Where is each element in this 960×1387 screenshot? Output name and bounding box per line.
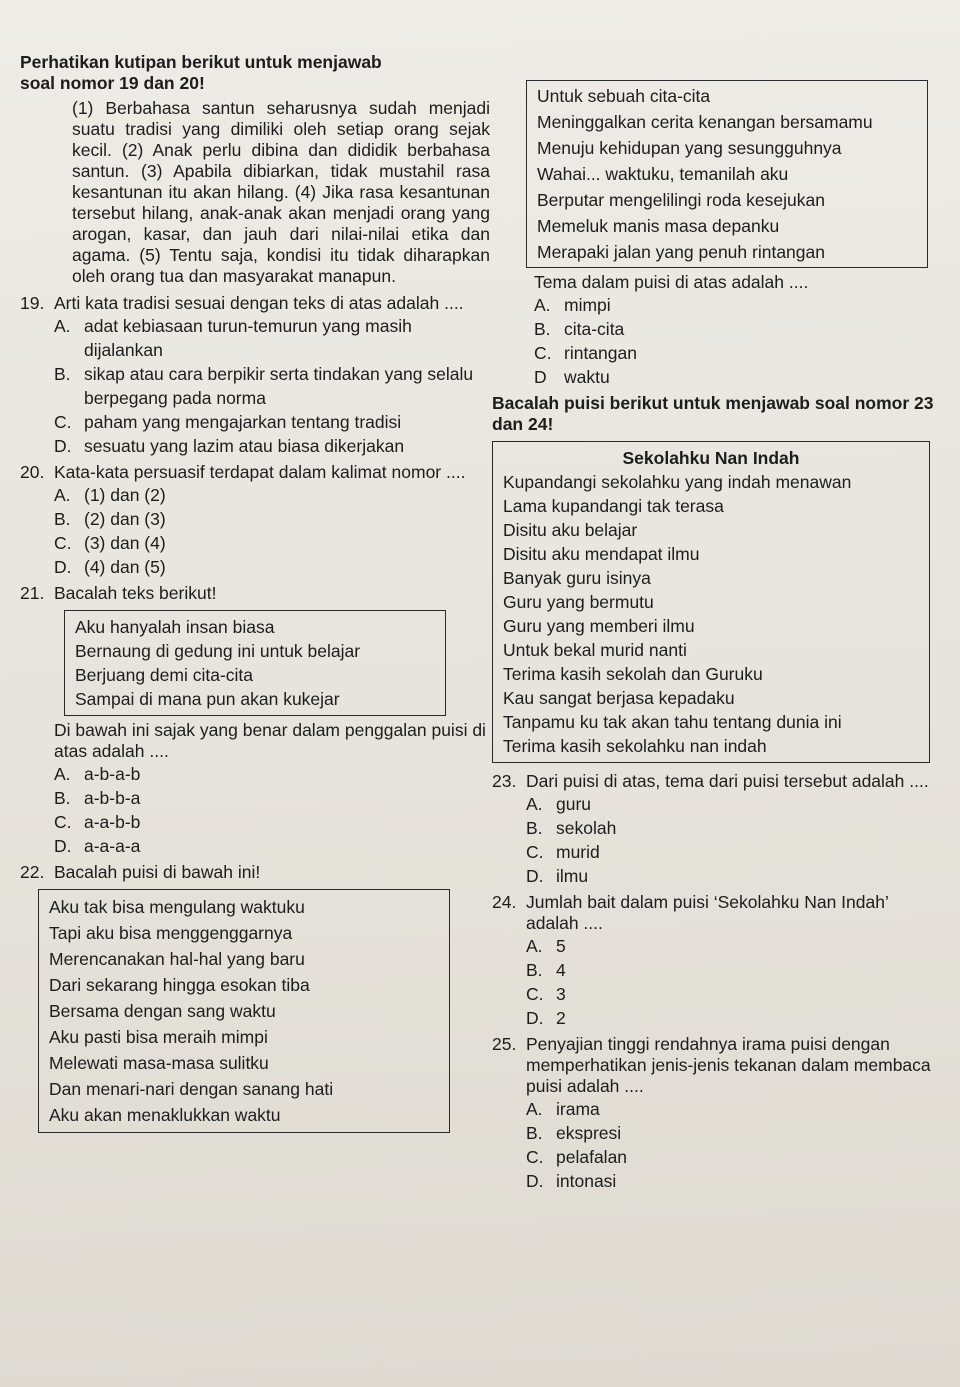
option-b[interactable]: [526, 1121, 940, 1145]
option-d[interactable]: [526, 1006, 940, 1030]
option-letter: C.: [54, 412, 72, 432]
question-number: 25.: [492, 1034, 517, 1054]
question-23: [492, 771, 940, 888]
question-25: [492, 1034, 940, 1193]
option-text: ilmu: [556, 866, 589, 886]
option-d[interactable]: [54, 555, 490, 579]
question-number: 24.: [492, 892, 517, 912]
option-letter: D.: [54, 436, 72, 456]
option-text: (2) dan (3): [84, 509, 166, 529]
option-letter: A.: [526, 794, 543, 814]
option-letter: A.: [526, 936, 543, 956]
poem-line: Memeluk manis masa depanku: [537, 216, 780, 236]
option-text: 3: [556, 984, 566, 1004]
poem-excerpt-box: [64, 610, 446, 716]
poem-line: Guru yang memberi ilmu: [503, 616, 695, 636]
option-letter: A.: [534, 295, 551, 315]
option-text: rintangan: [564, 343, 637, 363]
poem-line: Kupandangi sekolahku yang indah menawan: [503, 472, 852, 492]
right-column: [492, 80, 940, 1193]
poem-line: Meninggalkan cerita kenangan bersamamu: [537, 112, 873, 132]
poem-line: Berjuang demi cita-cita: [75, 665, 253, 685]
poem-title: Sekolahku Nan Indah: [622, 448, 800, 468]
poem-line: Terima kasih sekolahku nan indah: [503, 736, 767, 756]
intro-2: Bacalah puisi berikut untuk menjawab soal nomor 23 dan 24!: [492, 393, 934, 434]
poem-school-box: [492, 441, 930, 763]
option-letter: D.: [526, 1008, 544, 1028]
intro-line-2: soal nomor 19 dan 20!: [20, 73, 205, 93]
option-text: sikap atau cara berpikir serta tindakan yang selalu berpegang pada norma: [84, 364, 474, 408]
option-letter: B.: [54, 509, 71, 529]
question-21: [20, 583, 490, 858]
option-letter: C.: [526, 1147, 544, 1167]
intro-line-1: Perhatikan kutipan berikut untuk menjawab: [20, 52, 382, 72]
option-text: ekspresi: [556, 1123, 622, 1143]
option-c[interactable]: [526, 840, 940, 864]
question-22-text: Tema dalam puisi di atas adalah ....: [534, 272, 809, 292]
option-a[interactable]: [534, 293, 940, 317]
option-letter: C.: [526, 984, 544, 1004]
option-b[interactable]: [54, 362, 490, 410]
option-letter: B.: [526, 818, 543, 838]
poem-line: Aku tak bisa mengulang waktuku: [49, 897, 305, 917]
poem-line: Merencanakan hal-hal yang baru: [49, 949, 305, 969]
option-letter: B.: [54, 364, 71, 384]
option-text: (4) dan (5): [84, 557, 166, 577]
option-letter: B.: [526, 1123, 543, 1143]
question-number: 22.: [20, 862, 45, 882]
option-a[interactable]: [526, 792, 940, 816]
option-a[interactable]: [526, 1097, 940, 1121]
poem-line: Merapaki jalan yang penuh rintangan: [537, 242, 825, 262]
option-text: (3) dan (4): [84, 533, 166, 553]
option-letter: B.: [54, 788, 71, 808]
option-text: a-a-a-a: [84, 836, 141, 856]
question-stem: Arti kata tradisi sesuai dengan teks di atas adalah ....: [54, 293, 464, 313]
option-text: a-b-b-a: [84, 788, 141, 808]
question-24: [492, 892, 940, 1030]
poem-line: Dari sekarang hingga esokan tiba: [49, 975, 310, 995]
option-text: 2: [556, 1008, 566, 1028]
option-d[interactable]: [526, 864, 940, 888]
poem-line: Banyak guru isinya: [503, 568, 651, 588]
question-19: [20, 293, 490, 458]
question-22: [20, 862, 490, 1133]
option-text: a-a-b-b: [84, 812, 141, 832]
option-letter: A.: [54, 485, 71, 505]
poem-line: Aku pasti bisa meraih mimpi: [49, 1027, 268, 1047]
option-letter: C.: [54, 533, 72, 553]
option-c[interactable]: [54, 531, 490, 555]
option-text: sekolah: [556, 818, 617, 838]
option-a[interactable]: [54, 762, 490, 786]
poem-line: Terima kasih sekolah dan Guruku: [503, 664, 763, 684]
option-text: guru: [556, 794, 592, 814]
option-a[interactable]: [54, 314, 490, 362]
poem-line: Lama kupandangi tak terasa: [503, 496, 724, 516]
option-c[interactable]: [534, 341, 940, 365]
option-text: adat kebiasaan turun-temurun yang masih dijalankan: [84, 316, 412, 360]
poem-line: Disitu aku mendapat ilmu: [503, 544, 700, 564]
question-text: Di bawah ini sajak yang benar dalam penggalan puisi di atas adalah ....: [54, 720, 486, 761]
option-text: paham yang mengajarkan tentang tradisi: [84, 412, 402, 432]
question-stem: Bacalah puisi di bawah ini!: [54, 862, 261, 882]
poem-box-part-2: [526, 80, 928, 268]
question-number: 23.: [492, 771, 517, 791]
option-text: murid: [556, 842, 600, 862]
option-letter: C.: [526, 842, 544, 862]
option-b[interactable]: [534, 317, 940, 341]
question-number: 21.: [20, 583, 45, 603]
option-c[interactable]: [54, 810, 490, 834]
option-text: 5: [556, 936, 566, 956]
option-text: irama: [556, 1099, 600, 1119]
poem-line: Bernaung di gedung ini untuk belajar: [75, 641, 361, 661]
poem-line: Aku hanyalah insan biasa: [75, 617, 275, 637]
option-text: 4: [556, 960, 566, 980]
poem-box-part-1: [38, 889, 450, 1133]
option-text: pelafalan: [556, 1147, 628, 1167]
poem-line: Menuju kehidupan yang sesungguhnya: [537, 138, 842, 158]
poem-line: Disitu aku belajar: [503, 520, 638, 540]
poem-line: Guru yang bermutu: [503, 592, 654, 612]
option-text: mimpi: [564, 295, 611, 315]
poem-line: Tanpamu ku tak akan tahu tentang dunia ini: [503, 712, 842, 732]
poem-line: Kau sangat berjasa kepadaku: [503, 688, 735, 708]
option-letter: C.: [534, 343, 552, 363]
option-text: intonasi: [556, 1171, 617, 1191]
option-letter: D.: [526, 866, 544, 886]
poem-line: Tapi aku bisa menggenggarnya: [49, 923, 293, 943]
option-c[interactable]: [526, 982, 940, 1006]
option-text: a-b-a-b: [84, 764, 141, 784]
option-letter: A.: [526, 1099, 543, 1119]
question-stem: Jumlah bait dalam puisi ‘Sekolahku Nan Indah’ adalah ....: [526, 892, 889, 933]
left-column: [20, 52, 490, 1133]
option-text: (1) dan (2): [84, 485, 166, 505]
option-letter: D.: [54, 557, 72, 577]
poem-line: Untuk bekal murid nanti: [503, 640, 687, 660]
option-d[interactable]: [54, 434, 490, 458]
option-d[interactable]: [526, 1169, 940, 1193]
poem-line: Sampai di mana pun akan kukejar: [75, 689, 340, 709]
option-d[interactable]: [534, 365, 940, 389]
reading-passage: (1) Berbahasa santun seharusnya sudah menjadi suatu tradisi yang dimiliki oleh setiap orang sejak kecil. (2) Anak perlu dibina dan dididik berbahasa santun. (3) Apabila dibiarkan, tidak mustahil rasa kesantunan itu akan hilang. (4) Jika rasa kesantunan tersebut hilang, anak-anak akan menjadi orang yang arogan, kasar, dan jauh dari nilai-nilai etika dan agama. (5) Tentu saja, kondisi itu tidak diharapkan oleh orang tua dan masyarakat manapun.: [72, 98, 490, 286]
question-stem: Penyajian tinggi rendahnya irama puisi dengan memperhatikan jenis-jenis tekanan dalam membaca puisi adalah ....: [526, 1034, 931, 1096]
option-a[interactable]: [54, 483, 490, 507]
question-20: [20, 462, 490, 579]
option-letter: B.: [534, 319, 551, 339]
option-c[interactable]: [54, 410, 490, 434]
option-b[interactable]: [54, 786, 490, 810]
poem-line: Berputar mengelilingi roda kesejukan: [537, 190, 825, 210]
option-letter: A.: [54, 764, 71, 784]
option-b[interactable]: [526, 816, 940, 840]
option-b[interactable]: [54, 507, 490, 531]
poem-line: Untuk sebuah cita-cita: [537, 86, 711, 106]
question-stem: Dari puisi di atas, tema dari puisi tersebut adalah ....: [526, 771, 929, 791]
question-stem: Bacalah teks berikut!: [54, 583, 217, 603]
option-letter: B.: [526, 960, 543, 980]
poem-line: Bersama dengan sang waktu: [49, 1001, 276, 1021]
poem-line: Melewati masa-masa sulitku: [49, 1053, 269, 1073]
option-b[interactable]: [526, 958, 940, 982]
option-text: waktu: [564, 367, 610, 387]
option-letter: D.: [54, 836, 72, 856]
option-letter: D: [534, 367, 547, 387]
poem-line: Dan menari-nari dengan sanang hati: [49, 1079, 334, 1099]
option-letter: C.: [54, 812, 72, 832]
option-text: sesuatu yang lazim atau biasa dikerjakan: [84, 436, 405, 456]
question-number: 19.: [20, 293, 45, 313]
option-letter: A.: [54, 316, 71, 336]
option-a[interactable]: [526, 934, 940, 958]
question-number: 20.: [20, 462, 45, 482]
option-letter: D.: [526, 1171, 544, 1191]
option-c[interactable]: [526, 1145, 940, 1169]
option-d[interactable]: [54, 834, 490, 858]
poem-line: Wahai... waktuku, temanilah aku: [537, 164, 789, 184]
option-text: cita-cita: [564, 319, 625, 339]
poem-line: Aku akan menaklukkan waktu: [49, 1105, 281, 1125]
question-stem: Kata-kata persuasif terdapat dalam kalimat nomor ....: [54, 462, 466, 482]
